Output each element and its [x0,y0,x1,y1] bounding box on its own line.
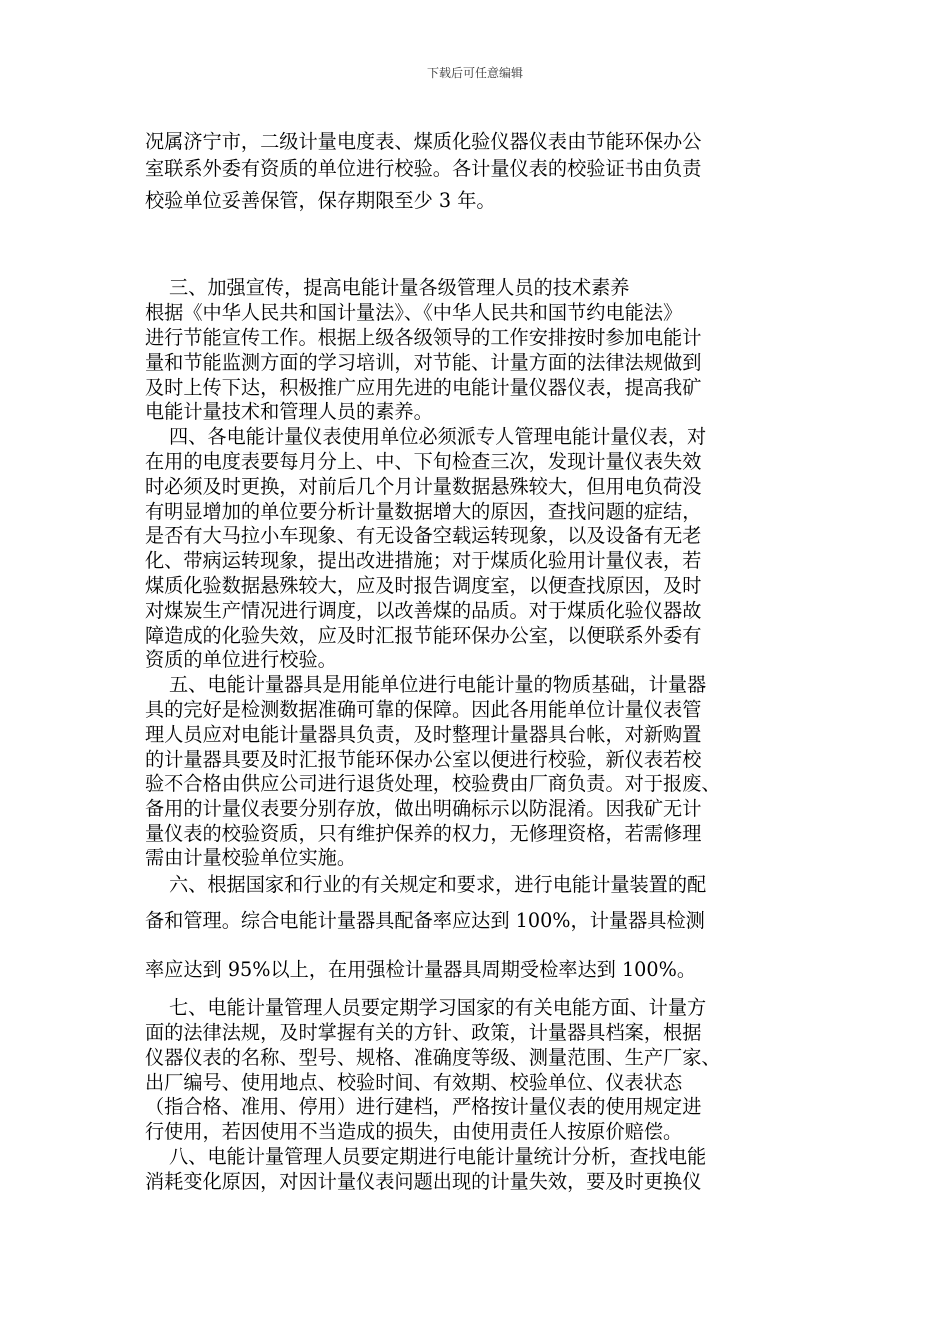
text-line: 及时上传下达，积极推广应用先进的电能计量仪器仪表，提高我矿 [145,376,702,399]
text-line: 进行节能宣传工作。根据上级各级领导的工作安排按时参加电能计 [145,326,702,349]
text-line: 量和节能监测方面的学习培训，对节能、计量方面的法律法规做到 [145,351,702,374]
text-line: 室联系外委有资质的单位进行校验。各计量仪表的校验证书由负责 [145,157,702,180]
text-line: 根据《中华人民共和国计量法》、《中华人民共和国节约电能法》 [145,301,683,324]
text-line: 电能计量技术和管理人员的素养。 [145,400,433,423]
text-line: 验不合格由供应公司进行退货处理，校验费由厂商负责。对于报废、 [145,772,721,795]
text-line: 的计量器具要及时汇报节能环保办公室以便进行校验，新仪表若校 [145,748,702,771]
text-line: 煤质化验数据悬殊较大，应及时报告调度室，以便查找原因，及时 [145,574,702,597]
text-line: 仪器仪表的名称、型号、规格、准确度等级、测量范围、生产厂家、 [145,1046,721,1069]
text-line: 消耗变化原因，对因计量仪表问题出现的计量失效，要及时更换仪 [145,1170,702,1193]
paragraph-start: 八、电能计量管理人员要定期进行电能计量统计分析，查找电能 [169,1145,707,1168]
text-line: 行使用，若因使用不当造成的损失，由使用责任人按原价赔偿。 [145,1120,683,1143]
text-line: （指合格、准用、停用）进行建档，严格按计量仪表的使用规定进 [145,1095,702,1118]
text-line: 具的完好是检测数据准确可靠的保障。因此各用能单位计量仪表管 [145,698,702,721]
text-line: 有明显增加的单位要分析计量数据增大的原因，查找问题的症结， [145,500,702,523]
text-line: 备和管理。综合电能计量器具配备率应达到 100%，计量器具检测 [145,909,705,932]
text-line: 需由计量校验单位实施。 [145,846,357,869]
text-line: 出厂编号、使用地点、校验时间、有效期、校验单位、仪表状态 [145,1071,683,1094]
text-line: 校验单位妥善保管，保存期限至少 3 年。 [145,189,496,212]
page-header-note: 下载后可任意编辑 [426,66,523,80]
text-line: 面的法律法规，及时掌握有关的方针、政策，计量器具档案，根据 [145,1021,702,1044]
paragraph-start: 四、各电能计量仪表使用单位必须派专人管理电能计量仪表，对 [169,425,707,448]
text-line: 在用的电度表要每月分上、中、下旬检查三次，发现计量仪表失效 [145,450,702,473]
text-line: 率应达到 95%以上，在用强检计量器具周期受检率达到 100%。 [145,958,697,981]
text-line: 量仪表的校验资质，只有维护保养的权力，无修理资格，若需修理 [145,822,702,845]
text-line: 况属济宁市，二级计量电度表、煤质化验仪器仪表由节能环保办公 [145,130,702,153]
text-line: 对煤炭生产情况进行调度，以改善煤的品质。对于煤质化验仪器故 [145,599,702,622]
text-line: 是否有大马拉小车现象、有无设备空载运转现象，以及设备有无老 [145,524,702,547]
text-line: 理人员应对电能计量器具负责，及时整理计量器具台帐，对新购置 [145,723,702,746]
text-line: 时必须及时更换，对前后几个月计量数据悬殊较大，但用电负荷没 [145,475,702,498]
text-line: 障造成的化验失效，应及时汇报节能环保办公室，以便联系外委有 [145,624,702,647]
paragraph-start: 七、电能计量管理人员要定期学习国家的有关电能方面、计量方 [169,996,707,1019]
paragraph-start: 五、电能计量器具是用能单位进行电能计量的物质基础，计量器 [169,673,707,696]
paragraph-start: 六、根据国家和行业的有关规定和要求，进行电能计量装置的配 [169,873,707,896]
section-heading: 三、加强宣传，提高电能计量各级管理人员的技术素养 [169,276,630,299]
text-line: 化、带病运转现象，提出改进措施；对于煤质化验用计量仪表，若 [145,549,702,572]
text-line: 资质的单位进行校验。 [145,648,337,671]
text-line: 备用的计量仪表要分别存放，做出明确标示以防混淆。因我矿无计 [145,797,702,820]
